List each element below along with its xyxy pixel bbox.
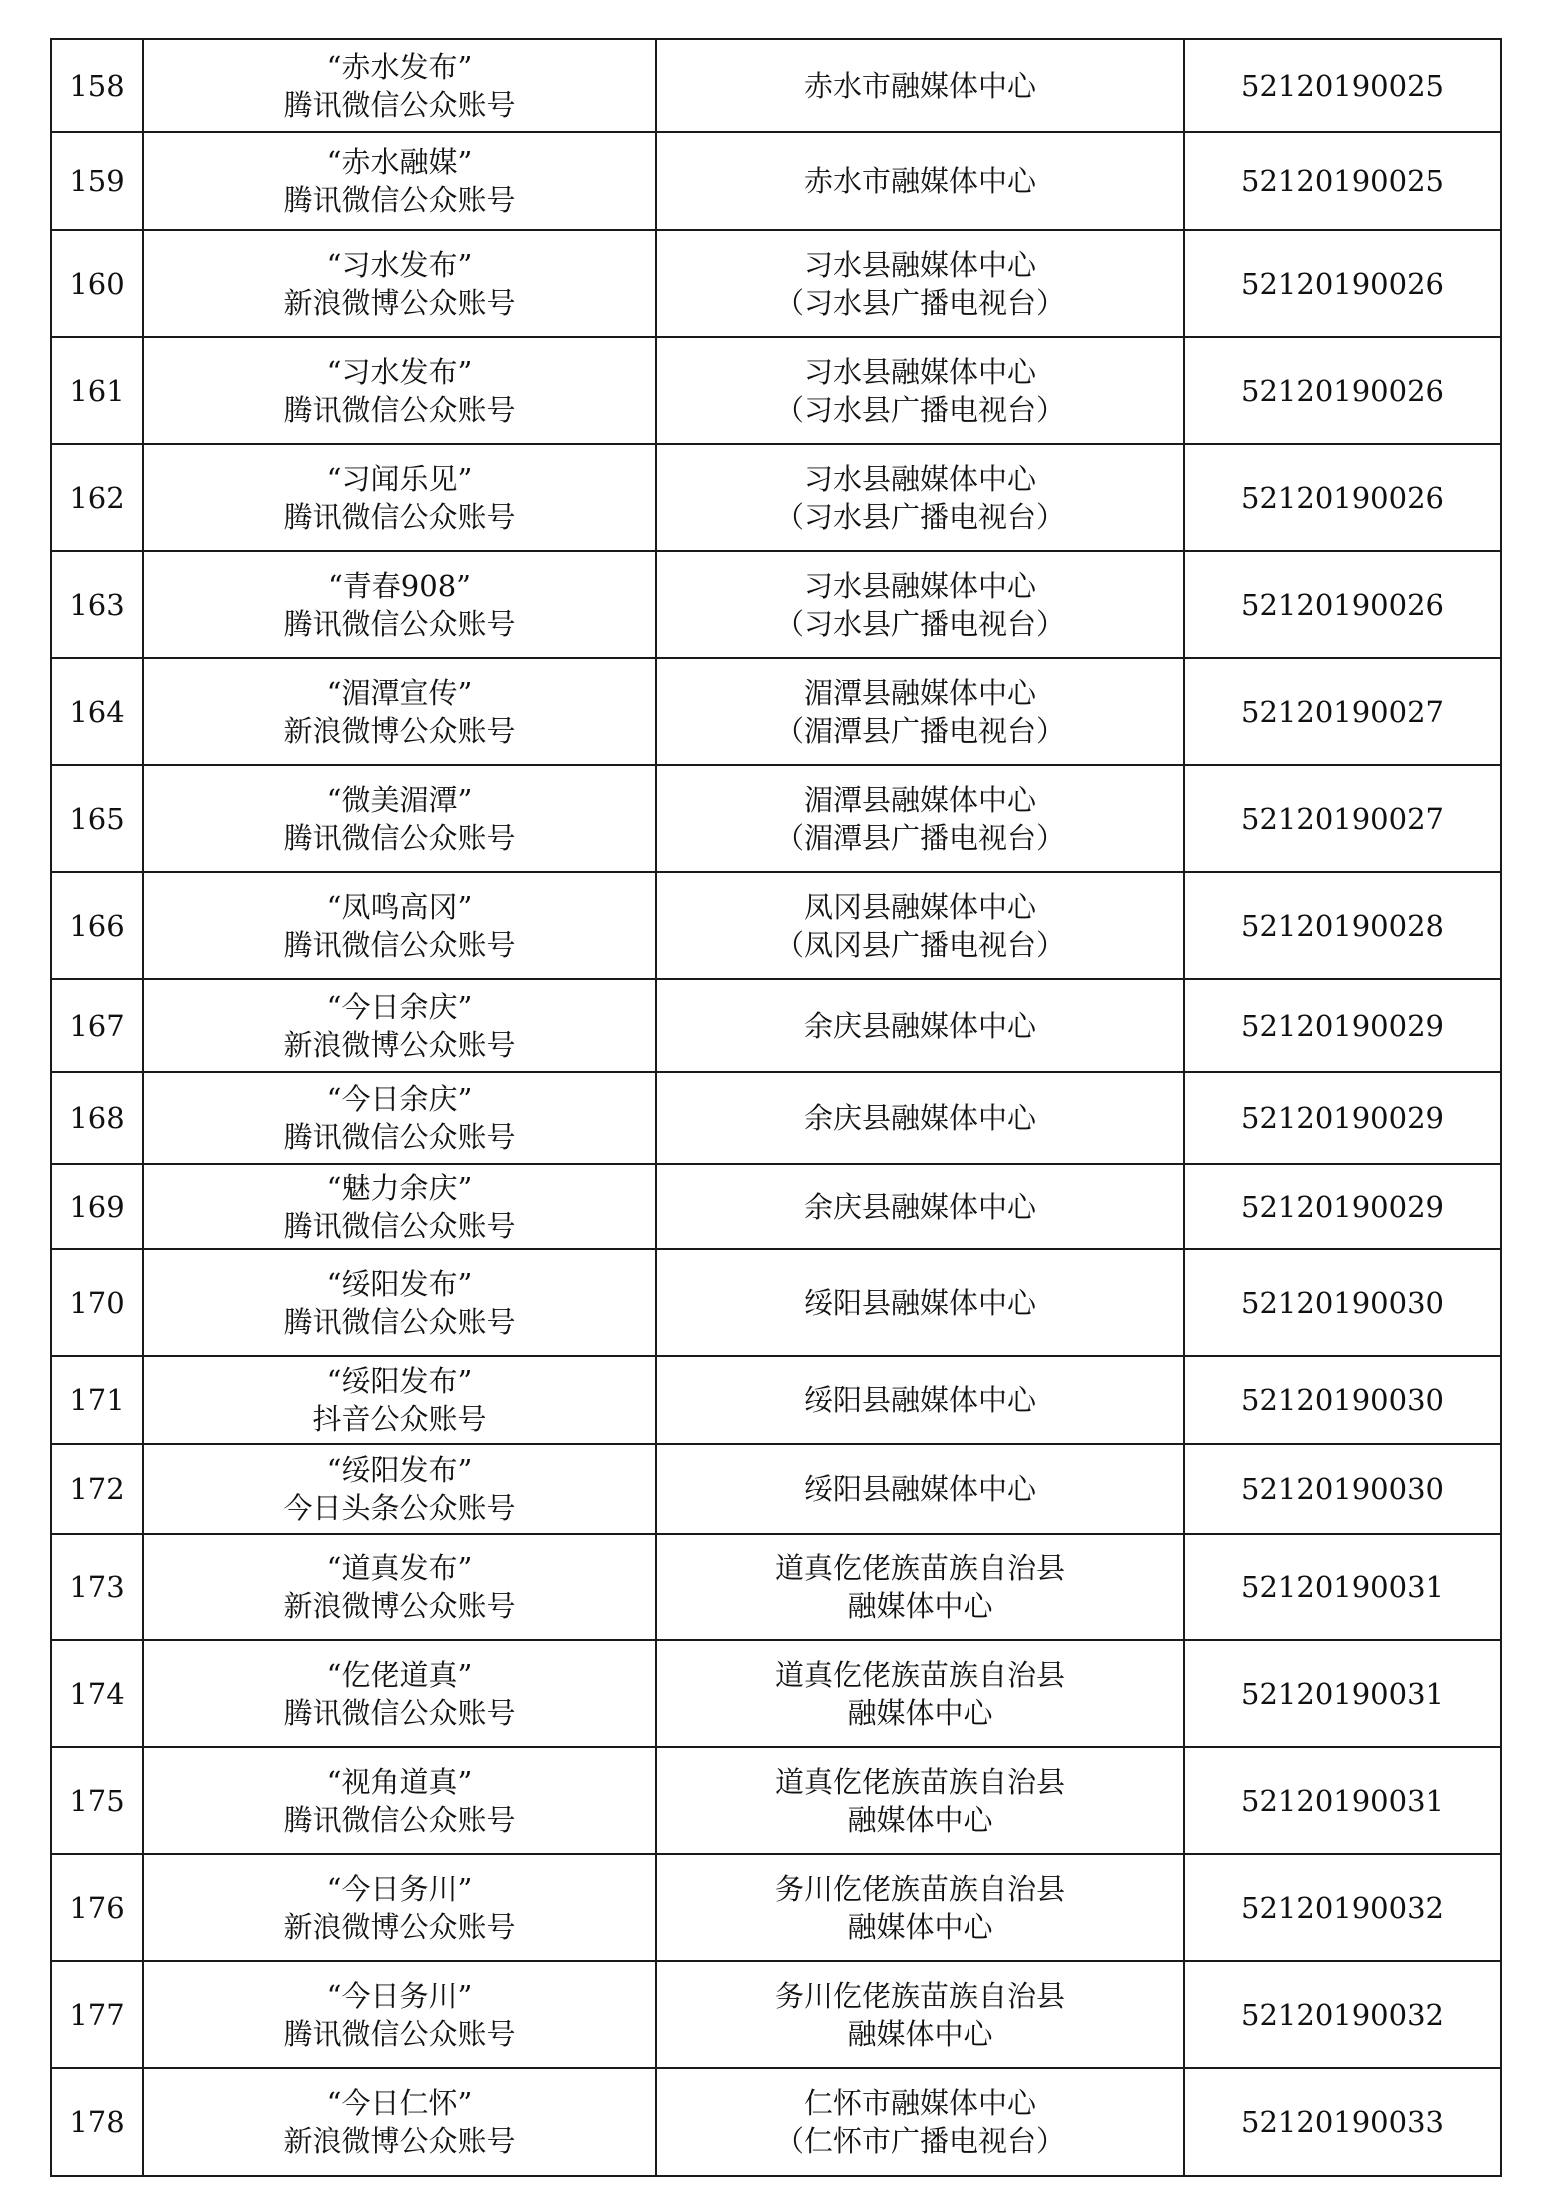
row-number: 171 — [51, 1356, 143, 1444]
account-name-cell — [143, 872, 656, 979]
organization-cell — [656, 658, 1184, 765]
organization-name: 务川仡佬族苗族自治县 — [774, 1871, 1065, 1906]
organization-code: 52120190028 — [1184, 872, 1501, 979]
row-number: 158 — [51, 39, 143, 132]
organization-code: 52120190029 — [1184, 1072, 1501, 1164]
row-number: 159 — [51, 132, 143, 230]
table-row — [51, 872, 1501, 979]
table-row — [51, 551, 1501, 658]
account-name: “绥阳发布” — [326, 1453, 473, 1487]
organization-name-alt: （凤冈县广播电视台） — [774, 927, 1065, 962]
organization-name-alt: 融媒体中心 — [847, 2016, 993, 2051]
organization-code: 52120190033 — [1184, 2068, 1501, 2176]
table-row — [51, 765, 1501, 872]
organization-code: 52120190030 — [1184, 1356, 1501, 1444]
organization-name-alt: （习水县广播电视台） — [774, 606, 1065, 641]
organization-name: 务川仡佬族苗族自治县 — [774, 1978, 1065, 2013]
organization-code: 52120190026 — [1184, 444, 1501, 551]
table-row — [51, 1444, 1501, 1534]
organization-code: 52120190031 — [1184, 1534, 1501, 1640]
table-row — [51, 1249, 1501, 1356]
account-platform: 今日头条公众账号 — [283, 1491, 516, 1525]
account-name: “绥阳发布” — [326, 1364, 473, 1398]
organization-code: 52120190025 — [1184, 39, 1501, 132]
account-name: “今日余庆” — [326, 989, 473, 1024]
account-platform: 腾讯微信公众账号 — [283, 1208, 516, 1243]
table-row — [51, 658, 1501, 765]
account-name-cell — [143, 1640, 656, 1747]
organization-code: 52120190030 — [1184, 1444, 1501, 1534]
organization-cell — [656, 1854, 1184, 1961]
account-platform: 腾讯微信公众账号 — [283, 183, 516, 217]
account-name: “绥阳发布” — [326, 1266, 473, 1301]
account-platform: 腾讯微信公众账号 — [283, 820, 516, 855]
account-platform: 腾讯微信公众账号 — [283, 499, 516, 534]
organization-cell — [656, 1747, 1184, 1854]
organization-cell — [656, 2068, 1184, 2176]
account-name: “今日务川” — [326, 1871, 473, 1906]
account-name-cell — [143, 979, 656, 1072]
organization-name-alt: （习水县广播电视台） — [774, 392, 1065, 427]
account-platform: 新浪微博公众账号 — [283, 285, 516, 320]
row-number: 164 — [51, 658, 143, 765]
organization-cell — [656, 765, 1184, 872]
table-row — [51, 1854, 1501, 1961]
organization-name: 湄潭县融媒体中心 — [803, 782, 1036, 817]
row-number: 178 — [51, 2068, 143, 2176]
table-body — [51, 39, 1501, 2176]
account-name: “习水发布” — [326, 247, 473, 282]
account-name-cell — [143, 1249, 656, 1356]
table-row — [51, 1747, 1501, 1854]
table-row — [51, 132, 1501, 230]
organization-cell — [656, 1356, 1184, 1444]
organization-code: 52120190029 — [1184, 1164, 1501, 1249]
account-name-cell — [143, 444, 656, 551]
organization-cell — [656, 551, 1184, 658]
organization-code: 52120190027 — [1184, 658, 1501, 765]
organization-code: 52120190026 — [1184, 551, 1501, 658]
account-name: “微美湄潭” — [326, 782, 473, 817]
table-row — [51, 2068, 1501, 2176]
organization-cell — [656, 872, 1184, 979]
organization-code: 52120190032 — [1184, 1961, 1501, 2068]
account-name-cell — [143, 132, 656, 230]
organization-name-alt: （湄潭县广播电视台） — [774, 820, 1065, 855]
organization-name-alt: 融媒体中心 — [847, 1589, 993, 1623]
row-number: 177 — [51, 1961, 143, 2068]
organization-code: 52120190032 — [1184, 1854, 1501, 1961]
organization-name: 湄潭县融媒体中心 — [803, 675, 1036, 710]
organization-name: 余庆县融媒体中心 — [803, 1101, 1036, 1135]
row-number: 167 — [51, 979, 143, 1072]
organization-code: 52120190025 — [1184, 132, 1501, 230]
row-number: 170 — [51, 1249, 143, 1356]
account-name: “视角道真” — [326, 1764, 473, 1799]
organization-cell — [656, 1961, 1184, 2068]
organization-name: 仁怀市融媒体中心 — [803, 2086, 1036, 2120]
account-platform: 腾讯微信公众账号 — [283, 2016, 516, 2051]
account-name: “赤水发布” — [326, 49, 473, 84]
account-name-cell — [143, 765, 656, 872]
account-name: “今日务川” — [326, 1978, 473, 2013]
organization-cell — [656, 1072, 1184, 1164]
organization-name: 道真仡佬族苗族自治县 — [774, 1551, 1065, 1585]
account-name-cell — [143, 551, 656, 658]
account-name-cell — [143, 1747, 656, 1854]
organization-name-alt: 融媒体中心 — [847, 1909, 993, 1944]
account-platform: 新浪微博公众账号 — [283, 1027, 516, 1062]
organization-name-alt: （习水县广播电视台） — [774, 499, 1065, 534]
account-name-cell — [143, 1444, 656, 1534]
account-platform: 腾讯微信公众账号 — [283, 606, 516, 641]
table-row — [51, 337, 1501, 444]
organization-name: 绥阳县融媒体中心 — [803, 1472, 1036, 1506]
table-row — [51, 444, 1501, 551]
account-name: “今日余庆” — [326, 1082, 473, 1116]
organization-code: 52120190030 — [1184, 1249, 1501, 1356]
table-row — [51, 1356, 1501, 1444]
account-name-cell — [143, 1072, 656, 1164]
organization-name: 道真仡佬族苗族自治县 — [774, 1764, 1065, 1799]
account-name: “仡佬道真” — [326, 1657, 473, 1692]
account-table — [50, 38, 1502, 2177]
account-name-cell — [143, 1356, 656, 1444]
account-name: “赤水融媒” — [326, 145, 473, 179]
organization-cell — [656, 1249, 1184, 1356]
table-row — [51, 1534, 1501, 1640]
row-number: 172 — [51, 1444, 143, 1534]
account-platform: 腾讯微信公众账号 — [283, 1695, 516, 1730]
account-name-cell — [143, 2068, 656, 2176]
account-platform: 腾讯微信公众账号 — [283, 1120, 516, 1154]
table-row — [51, 230, 1501, 337]
organization-name: 绥阳县融媒体中心 — [803, 1285, 1036, 1320]
organization-code: 52120190029 — [1184, 979, 1501, 1072]
table-row — [51, 39, 1501, 132]
organization-name-alt: （仁怀市广播电视台） — [774, 2124, 1065, 2158]
organization-cell — [656, 39, 1184, 132]
account-name: “魅力余庆” — [326, 1170, 473, 1205]
account-name: “道真发布” — [326, 1551, 473, 1585]
organization-cell — [656, 337, 1184, 444]
account-platform: 新浪微博公众账号 — [283, 1589, 516, 1623]
account-platform: 腾讯微信公众账号 — [283, 1802, 516, 1837]
table-row — [51, 1961, 1501, 2068]
account-platform: 腾讯微信公众账号 — [283, 392, 516, 427]
organization-code: 52120190026 — [1184, 230, 1501, 337]
account-name: “习水发布” — [326, 354, 473, 389]
account-name: “凤鸣高冈” — [326, 889, 473, 924]
organization-name: 赤水市融媒体中心 — [803, 68, 1036, 103]
row-number: 176 — [51, 1854, 143, 1961]
organization-name: 道真仡佬族苗族自治县 — [774, 1657, 1065, 1692]
account-name-cell — [143, 658, 656, 765]
account-platform: 腾讯微信公众账号 — [283, 87, 516, 122]
organization-name: 余庆县融媒体中心 — [803, 1189, 1036, 1224]
row-number: 161 — [51, 337, 143, 444]
table-row — [51, 979, 1501, 1072]
organization-name: 习水县融媒体中心 — [803, 354, 1036, 389]
organization-cell — [656, 1444, 1184, 1534]
account-name: “习闻乐见” — [326, 461, 473, 496]
organization-code: 52120190027 — [1184, 765, 1501, 872]
organization-name-alt: 融媒体中心 — [847, 1802, 993, 1837]
account-platform: 抖音公众账号 — [312, 1402, 487, 1436]
account-name-cell — [143, 1961, 656, 2068]
row-number: 168 — [51, 1072, 143, 1164]
table-row — [51, 1640, 1501, 1747]
organization-cell — [656, 1164, 1184, 1249]
organization-cell — [656, 132, 1184, 230]
account-name: “青春908” — [327, 568, 471, 603]
account-name-cell — [143, 39, 656, 132]
row-number: 174 — [51, 1640, 143, 1747]
account-platform: 新浪微博公众账号 — [283, 713, 516, 748]
row-number: 169 — [51, 1164, 143, 1249]
organization-cell — [656, 444, 1184, 551]
account-platform: 腾讯微信公众账号 — [283, 1304, 516, 1339]
row-number: 175 — [51, 1747, 143, 1854]
organization-cell — [656, 230, 1184, 337]
organization-code: 52120190031 — [1184, 1640, 1501, 1747]
organization-name: 习水县融媒体中心 — [803, 461, 1036, 496]
organization-name: 赤水市融媒体中心 — [803, 164, 1036, 198]
organization-code: 52120190031 — [1184, 1747, 1501, 1854]
account-name-cell — [143, 1854, 656, 1961]
account-name-cell — [143, 337, 656, 444]
account-name-cell — [143, 1534, 656, 1640]
account-name-cell — [143, 1164, 656, 1249]
organization-cell — [656, 979, 1184, 1072]
organization-name: 绥阳县融媒体中心 — [803, 1383, 1036, 1417]
account-platform: 新浪微博公众账号 — [283, 2124, 516, 2158]
organization-code: 52120190026 — [1184, 337, 1501, 444]
row-number: 166 — [51, 872, 143, 979]
row-number: 162 — [51, 444, 143, 551]
account-name: “湄潭宣传” — [326, 675, 473, 710]
account-name: “今日仁怀” — [326, 2086, 473, 2120]
account-platform: 腾讯微信公众账号 — [283, 927, 516, 962]
organization-name: 习水县融媒体中心 — [803, 247, 1036, 282]
row-number: 160 — [51, 230, 143, 337]
table-row — [51, 1072, 1501, 1164]
organization-name: 凤冈县融媒体中心 — [803, 889, 1036, 924]
organization-name: 习水县融媒体中心 — [803, 568, 1036, 603]
organization-name-alt: 融媒体中心 — [847, 1695, 993, 1730]
organization-cell — [656, 1640, 1184, 1747]
row-number: 165 — [51, 765, 143, 872]
row-number: 173 — [51, 1534, 143, 1640]
account-platform: 新浪微博公众账号 — [283, 1909, 516, 1944]
organization-name: 余庆县融媒体中心 — [803, 1008, 1036, 1043]
organization-name-alt: （湄潭县广播电视台） — [774, 713, 1065, 748]
organization-name-alt: （习水县广播电视台） — [774, 285, 1065, 320]
account-name-cell — [143, 230, 656, 337]
table-row — [51, 1164, 1501, 1249]
row-number: 163 — [51, 551, 143, 658]
organization-cell — [656, 1534, 1184, 1640]
